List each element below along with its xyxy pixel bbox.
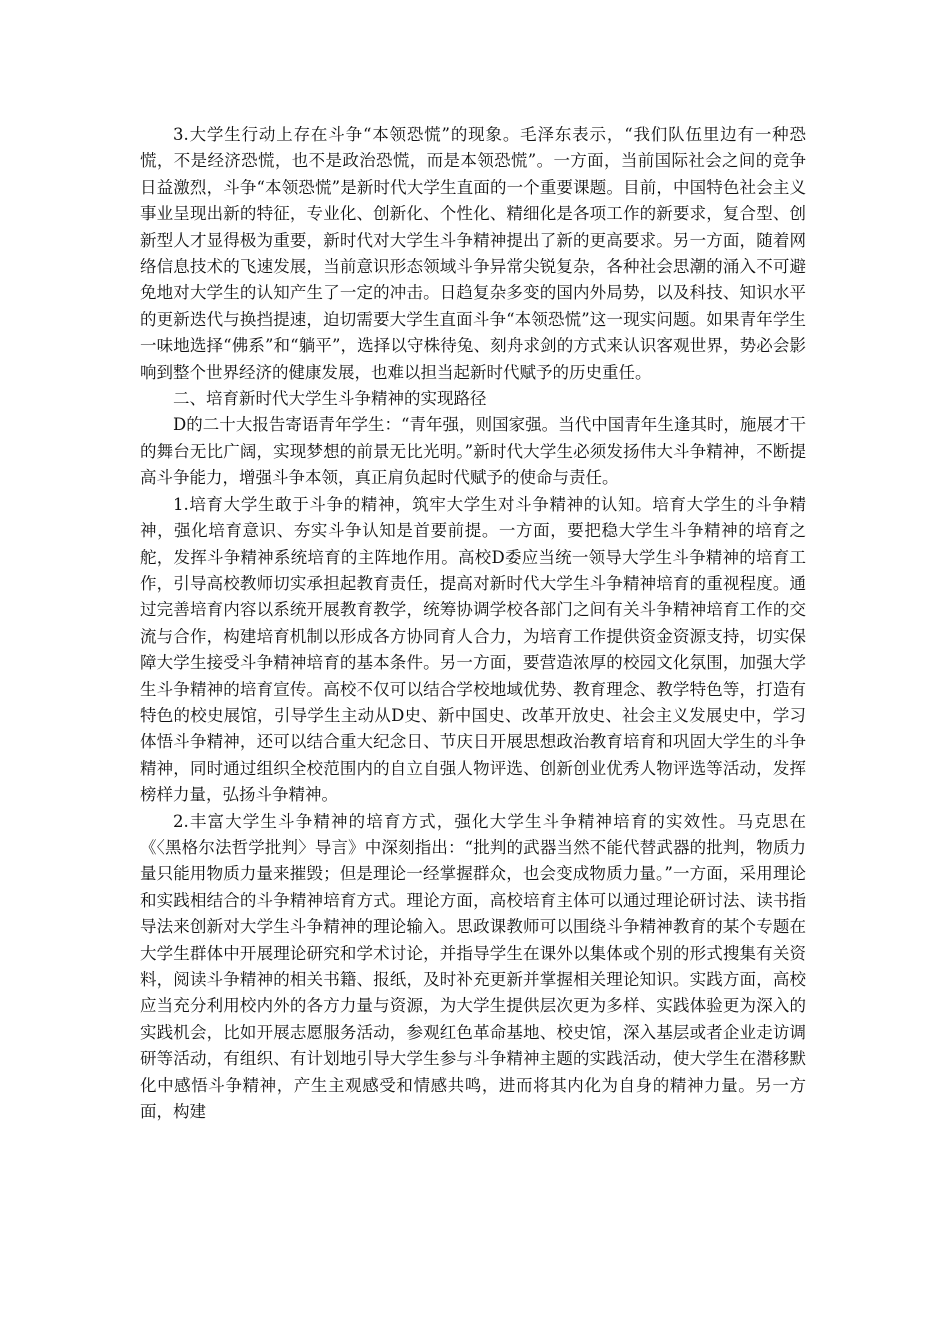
section-heading-cultivation-path: 二、培育新时代大学生斗争精神的实现路径 xyxy=(173,389,487,409)
paragraph-twentieth-congress-report: D的二十大报告寄语青年学生：“青年强，则国家强。当代中国青年生逢其时，施展才干的舞台无比广阔，实现梦想的前景无比光明。”新时代大学生必须发扬伟大斗争精神，不断提高斗争能力，增强斗争本领，真正肩负起时代赋予的使命与责任。 xyxy=(140,415,806,488)
paragraph-struggle-skill-panic: 3.大学生行动上存在斗争“本领恐慌”的现象。毛泽东表示，“我们队伍里边有一种恐慌，不是经济恐慌，也不是政治恐慌，而是本领恐慌”。一方面，当前国际社会之间的竞争日益激烈，斗争“本领恐慌”是新时代大学生直面的一个重要课题。目前，中国特色社会主义事业呈现出新的特征，专业化、创新化、个性化、精细化是各项工作的新要求，复合型、创新型人才显得极为重要，新时代对大学生斗争精神提出了新的更高要求。另一方面，随着网络信息技术的飞速发展，当前意识形态领域斗争异常尖锐复杂，各种社会思潮的涌入不可避免地对大学生的认知产生了一定的冲击。日趋复杂多变的国内外局势，以及科技、知识水平的更新迭代与换挡提速，迫切需要大学生直面斗争“本领恐慌”这一现实问题。如果青年学生一味地选择“佛系”和“躺平”，选择以守株待兔、刻舟求剑的方式来认识客观世界，势必会影响到整个世界经济的健康发展，也难以担当起新时代赋予的历史重任。 xyxy=(140,125,806,382)
paragraph-enrich-methods: 2.丰富大学生斗争精神的培育方式，强化大学生斗争精神培育的实效性。马克思在《〈黑格尔法哲学批判〉导言》中深刻指出：“批判的武器当然不能代替武器的批判，物质力量只能用物质力量来摧毁；但是理论一经掌握群众，也会变成物质力量。”一方面，采用理论和实践相结合的斗争精神培育方式。理论方面，高校培育主体可以通过理论研讨法、读书指导法来创新对大学生斗争精神的理论输入。思政课教师可以围绕斗争精神教育的某个专题在大学生群体中开展理论研究和学术讨论，并指导学生在课外以集体或个别的形式搜集有关资料，阅读斗争精神的相关书籍、报纸，及时补充更新并掌握相关理论知识。实践方面，高校应当充分利用校内外的各方力量与资源，为大学生提供层次更为多样、实践体验更为深入的实践机会，比如开展志愿服务活动，参观红色革命基地、校史馆，深入基层或者企业走访调研等活动，有组织、有计划地引导大学生参与斗争精神主题的实践活动，使大学生在潜移默化中感悟斗争精神，产生主观感受和情感共鸣，进而将其内化为自身的精神力量。另一方面，构建 xyxy=(140,811,806,1122)
document-page xyxy=(140,122,806,1125)
paragraph-cultivate-courage: 1.培育大学生敢于斗争的精神，筑牢大学生对斗争精神的认知。培育大学生的斗争精神，强化培育意识、夯实斗争认知是首要前提。一方面，要把稳大学生斗争精神的培育之舵，发挥斗争精神系统培育的主阵地作用。高校D委应当统一领导大学生斗争精神的培育工作，引导高校教师切实承担起教育责任，提高对新时代大学生斗争精神培育的重视程度。通过完善培育内容以系统开展教育教学，统筹协调学校各部门之间有关斗争精神培育工作的交流与合作，构建培育机制以形成各方协同育人合力，为培育工作提供资金资源支持，切实保障大学生接受斗争精神培育的基本条件。另一方面，要营造浓厚的校园文化氛围，加强大学生斗争精神的培育宣传。高校不仅可以结合学校地域优势、教育理念、教学特色等，打造有特色的校史展馆，引导学生主动从D史、新中国史、改革开放史、社会主义发展史中，学习体悟斗争精神，还可以结合重大纪念日、节庆日开展思想政治教育培育和巩固大学生的斗争精神，同时通过组织全校范围内的自立自强人物评选、创新创业优秀人物评选等活动，发挥榜样力量，弘扬斗争精神。 xyxy=(140,494,806,805)
